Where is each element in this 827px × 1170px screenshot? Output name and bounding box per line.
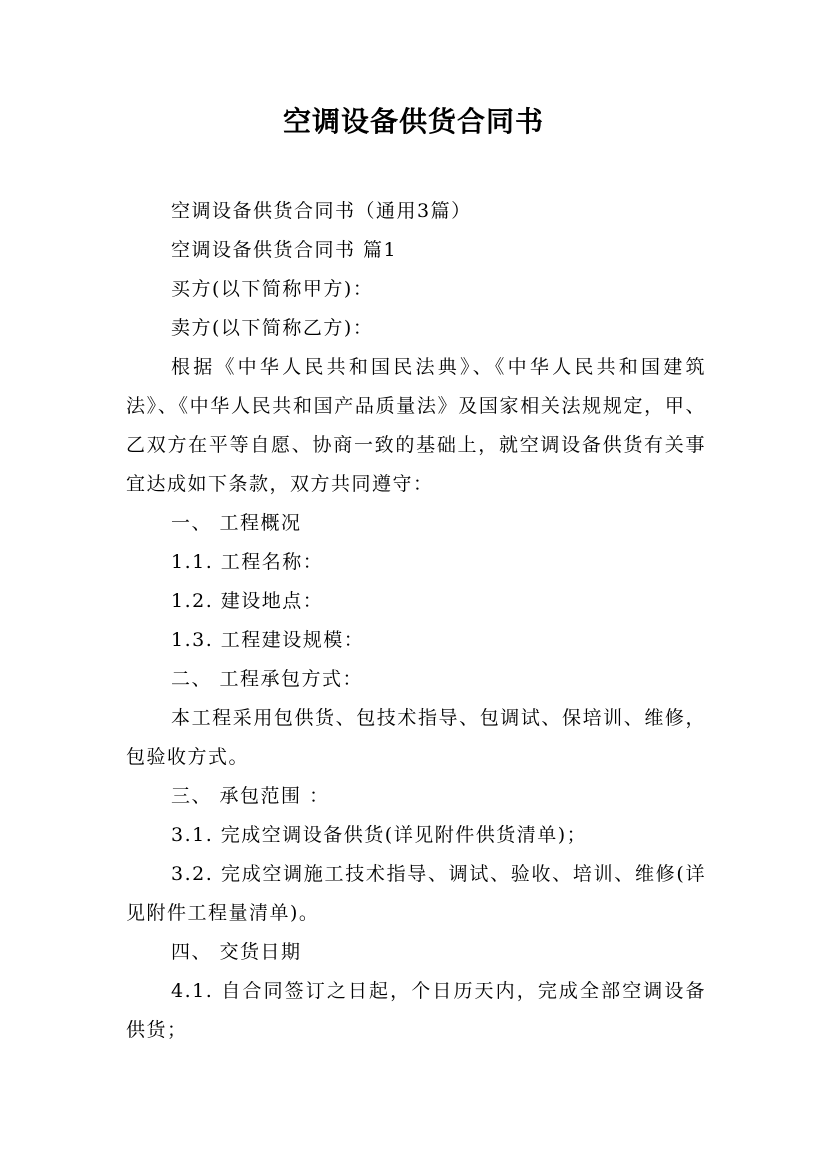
paragraph-subtitle: 空调设备供货合同书（通用3篇） (171, 200, 472, 222)
paragraph-3-1: 3.1. 完成空调设备供货(详见附件供货清单)； (171, 824, 588, 846)
paragraph-preamble: 根据《中华人民共和国民法典》、《中华人民共和国建筑法》、《中华人民共和国产品质量法》及国家相关法规规定，甲、乙双方在平等自愿、协商一致的基础上，就空调设备供货有关事宜达成如下条款，双方共同遵守： (126, 356, 706, 495)
paragraph-1-2: 1.2. 建设地点： (171, 590, 324, 612)
paragraph-heading-1: 一、 工程概况 (171, 512, 302, 534)
paragraph-section-heading: 空调设备供货合同书 篇1 (171, 239, 398, 261)
document-body (126, 192, 706, 1050)
paragraph-buyer: 买方(以下简称甲方)： (171, 278, 374, 300)
document-title: 空调设备供货合同书 (282, 105, 544, 138)
paragraph-1-3: 1.3. 工程建设规模： (171, 629, 365, 651)
paragraph-3-2: 3.2. 完成空调施工技术指导、调试、验收、培训、维修(详见附件工程量清单)。 (126, 863, 706, 924)
paragraph-seller: 卖方(以下简称乙方)： (171, 317, 374, 339)
paragraph-heading-4: 四、 交货日期 (171, 941, 302, 963)
paragraph-heading-2: 二、 工程承包方式： (171, 668, 364, 690)
paragraph-contract-method: 本工程采用包供货、包技术指导、包调试、保培训、维修，包验收方式。 (126, 707, 706, 768)
paragraph-1-1: 1.1. 工程名称： (171, 551, 324, 573)
paragraph-4-1: 4.1. 自合同签订之日起，个日历天内，完成全部空调设备供货； (126, 980, 706, 1041)
paragraph-heading-3: 三、 承包范围 ： (171, 785, 330, 807)
